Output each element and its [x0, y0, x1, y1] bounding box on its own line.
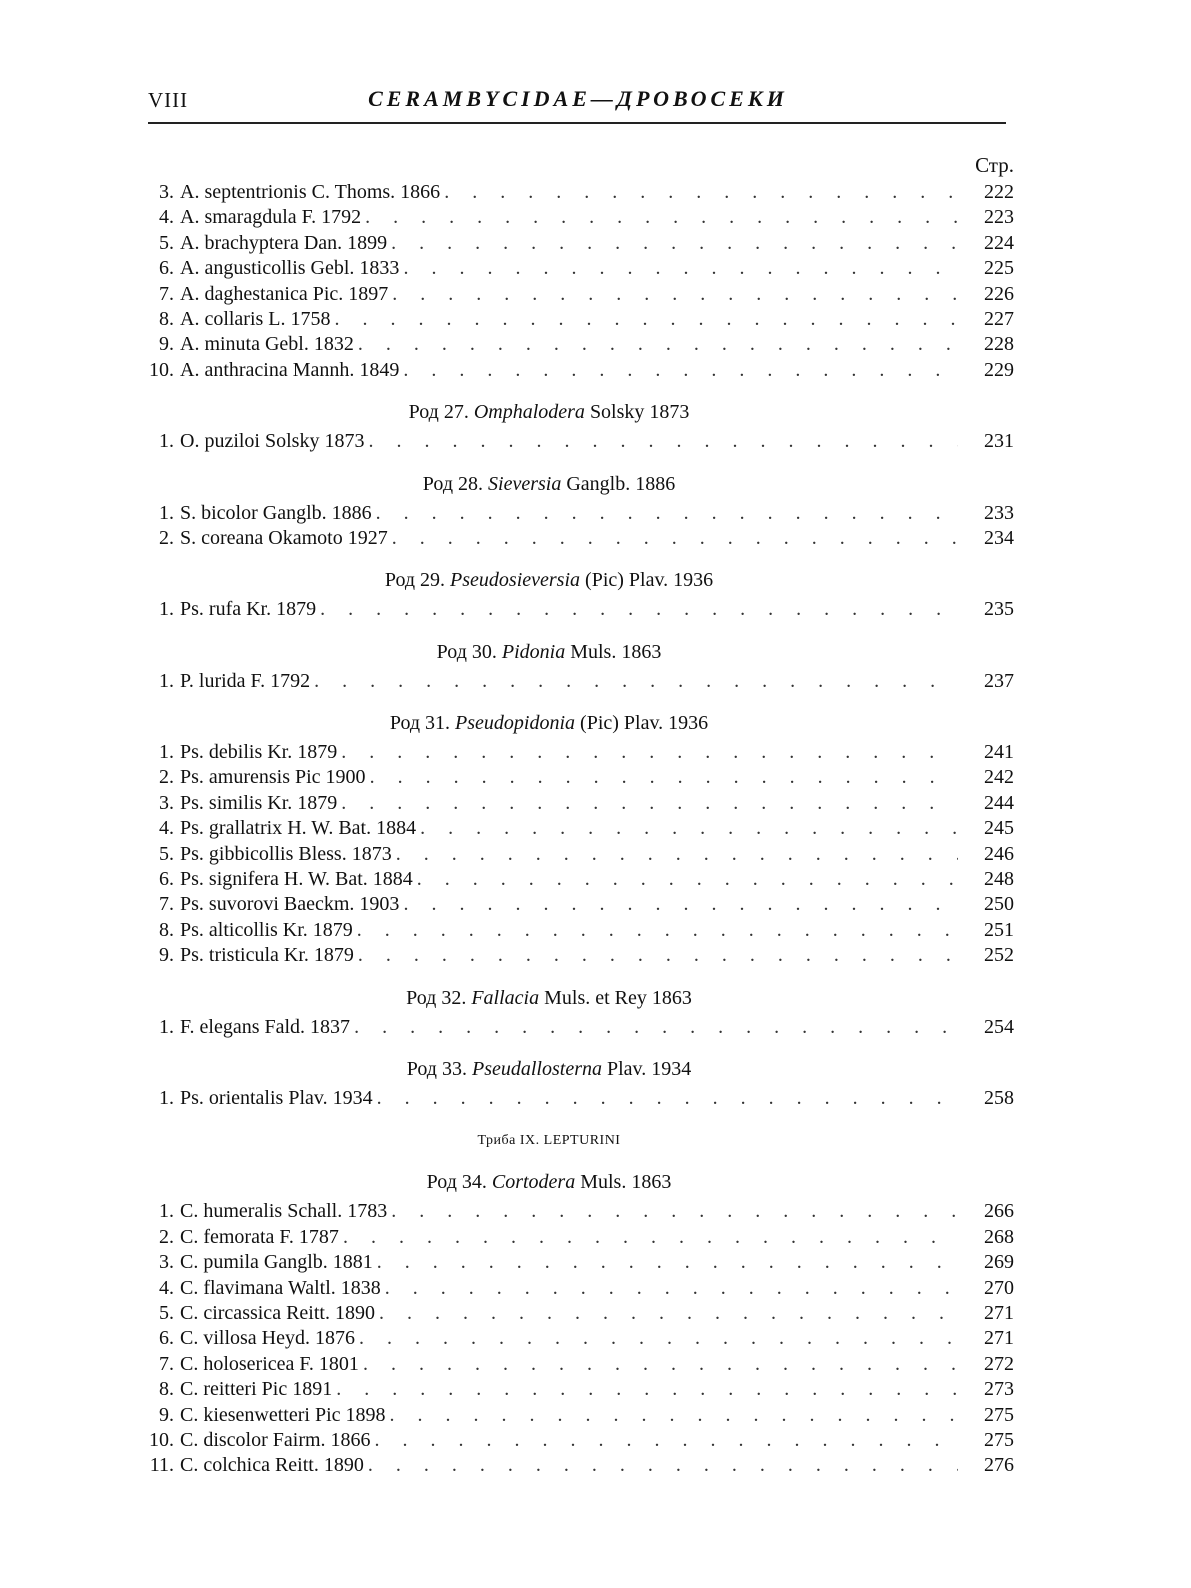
page-reference: 234 [984, 526, 1014, 549]
genus-name: Fallacia [471, 986, 540, 1009]
entry-number: 8. [159, 1378, 174, 1401]
entry-number: 3. [159, 791, 174, 814]
dot-leader [359, 1326, 958, 1351]
dot-leader [343, 1225, 958, 1250]
genus-heading [140, 639, 1018, 665]
genus-heading [140, 399, 1018, 425]
species-name: C. colchica Reitt. 1890 [180, 1454, 364, 1477]
genus-author: Muls. 1863 [580, 1171, 672, 1194]
entry-number: 7. [159, 282, 174, 305]
running-title: CERAMBYCIDAE—ДРОВОСЕКИ [368, 86, 788, 111]
toc-entry [140, 816, 1018, 841]
dot-leader [377, 1250, 958, 1275]
species-name: F. elegans Fald. 1837 [180, 1015, 351, 1038]
page-reference: 251 [984, 918, 1014, 941]
species-name: Ps. suvorovi Baeckm. 1903 [180, 893, 400, 916]
dot-leader [341, 740, 958, 765]
toc-entry [140, 1301, 1018, 1326]
toc-entry [140, 1403, 1018, 1428]
entry-number: 10. [149, 1428, 174, 1451]
page-reference: 241 [984, 741, 1014, 764]
dot-leader [363, 1352, 958, 1377]
toc-entry [140, 1453, 1018, 1478]
dot-leader [357, 918, 958, 943]
genus-heading [140, 1056, 1018, 1082]
toc-entry [140, 1352, 1018, 1377]
species-name: A. brachyptera Dan. 1899 [180, 231, 388, 254]
dot-leader [341, 791, 958, 816]
entry-number: 4. [159, 1276, 174, 1299]
page-reference: 270 [984, 1276, 1014, 1299]
genus-number: Род 28. [422, 472, 484, 495]
dot-leader [377, 1086, 958, 1111]
page-reference: 266 [984, 1200, 1014, 1223]
page-reference: 231 [984, 430, 1014, 453]
species-name: S. coreana Okamoto 1927 [180, 526, 388, 549]
species-name: C. reitteri Pic 1891 [180, 1378, 333, 1401]
page-reference: 222 [984, 181, 1014, 203]
species-name: C. villosa Heyd. 1876 [180, 1327, 355, 1350]
dot-leader [375, 1428, 958, 1453]
toc-entry [140, 256, 1018, 281]
toc-entry [140, 358, 1018, 383]
toc-entry [140, 597, 1018, 622]
species-name: A. minuta Gebl. 1832 [180, 333, 354, 356]
genus-author: Muls. et Rey 1863 [544, 986, 692, 1009]
species-name: Ps. grallatrix H. W. Bat. 1884 [180, 817, 417, 840]
page-column-header: Стр. [975, 153, 1014, 177]
entry-number: 3. [159, 1251, 174, 1274]
page-number: VIII [148, 88, 189, 112]
dot-leader [385, 1276, 958, 1301]
page-reference: 271 [984, 1301, 1014, 1324]
entry-number: 5. [159, 1301, 174, 1324]
genus-number: Род 33. [406, 1057, 467, 1080]
genus-author: Plav. 1934 [606, 1057, 692, 1080]
page-reference: 237 [984, 669, 1014, 692]
dot-leader [335, 307, 958, 332]
dot-leader [390, 1403, 958, 1428]
toc-entry [140, 231, 1018, 256]
dot-leader [314, 669, 958, 694]
genus-author: Muls. 1863 [570, 640, 662, 663]
genus-name: Pseudallosterna [471, 1057, 602, 1080]
page-reference: 246 [984, 842, 1014, 865]
page-reference: 272 [984, 1352, 1014, 1375]
dot-leader [403, 892, 958, 917]
tribe-heading: Триба IX. LEPTURINI [477, 1133, 621, 1149]
species-name: A. collaris L. 1758 [180, 307, 331, 330]
table-of-contents [140, 150, 1018, 1479]
species-name: C. flavimana Waltl. 1838 [180, 1276, 381, 1299]
dot-leader [379, 1301, 958, 1326]
species-name: Ps. signifera H. W. Bat. 1884 [180, 868, 413, 891]
dot-leader [320, 597, 958, 622]
species-name: Ps. alticollis Kr. 1879 [180, 918, 353, 941]
entry-number: 6. [159, 257, 174, 280]
page-reference: 228 [984, 333, 1014, 356]
species-name: A. daghestanica Pic. 1897 [180, 282, 389, 305]
genus-number: Род 29. [384, 569, 446, 592]
entry-number: 1. [159, 1200, 174, 1223]
page-reference: 227 [984, 307, 1014, 330]
toc-entry [140, 791, 1018, 816]
genus-name: Pidonia [501, 640, 566, 663]
page-reference: 269 [984, 1251, 1014, 1274]
genus-name: Pseudopidonia [455, 712, 576, 735]
entry-number: 3. [159, 181, 174, 203]
entry-number: 1. [159, 501, 174, 524]
species-name: C. femorata F. 1787 [180, 1225, 339, 1248]
page-reference: 245 [984, 817, 1014, 840]
genus-heading [140, 1169, 1018, 1195]
entry-number: 1. [159, 669, 174, 692]
page-reference: 254 [984, 1015, 1014, 1038]
dot-leader [444, 180, 958, 205]
entry-number: 9. [159, 333, 174, 356]
dot-leader [392, 526, 958, 551]
running-head [148, 86, 1008, 120]
entry-number: 9. [159, 1403, 174, 1426]
genus-name: Sieversia [488, 472, 562, 495]
dot-leader [336, 1377, 958, 1402]
page-reference: 252 [984, 944, 1014, 967]
species-name: Ps. gibbicollis Bless. 1873 [180, 842, 392, 865]
toc-entry [140, 1199, 1018, 1224]
page-reference: 268 [984, 1225, 1014, 1248]
genus-name: Pseudosieversia [450, 569, 581, 592]
genus-number: Род 32. [406, 986, 467, 1009]
dot-leader [358, 332, 958, 357]
page-reference: 226 [984, 282, 1014, 305]
dot-leader [368, 429, 958, 454]
dot-leader [358, 943, 958, 968]
toc-entry [140, 307, 1018, 332]
entry-number: 1. [159, 1086, 174, 1109]
toc-entry [140, 282, 1018, 307]
toc-entry [140, 1015, 1018, 1040]
entry-number: 5. [159, 231, 174, 254]
species-name: Ps. tristicula Kr. 1879 [180, 944, 354, 967]
page-reference: 225 [984, 257, 1014, 280]
toc-entry [140, 1326, 1018, 1351]
genus-author: Solsky 1873 [589, 401, 690, 424]
entry-number: 10. [149, 358, 174, 381]
toc-entry [140, 180, 1018, 205]
entry-number: 8. [159, 918, 174, 941]
page-reference: 233 [984, 501, 1014, 524]
genus-name: Cortodera [491, 1171, 576, 1194]
page-reference: 229 [984, 358, 1014, 381]
entry-number: 6. [159, 1327, 174, 1350]
header-rule [148, 122, 1006, 124]
entry-number: 9. [159, 944, 174, 967]
toc-entry [140, 501, 1018, 526]
toc-entry [140, 1225, 1018, 1250]
genus-author: (Pic) Plav. 1936 [585, 569, 714, 592]
toc-entry [140, 943, 1018, 968]
species-name: S. bicolor Ganglb. 1886 [180, 501, 372, 524]
species-name: Ps. rufa Kr. 1879 [180, 598, 317, 621]
species-name: Ps. similis Kr. 1879 [180, 791, 338, 814]
species-name: C. humeralis Schall. 1783 [180, 1200, 388, 1223]
toc-entry [140, 765, 1018, 790]
species-name: A. smaragdula F. 1792 [180, 206, 362, 229]
species-name: C. holosericea F. 1801 [180, 1352, 359, 1375]
genus-number: Род 27. [408, 401, 469, 424]
toc-entry [140, 1250, 1018, 1275]
genus-author: Ganglb. 1886 [566, 472, 676, 495]
dot-leader [391, 231, 958, 256]
page-reference: 276 [984, 1454, 1014, 1477]
species-name: A. angusticollis Gebl. 1833 [180, 257, 400, 280]
dot-leader [370, 765, 958, 790]
toc-entry [140, 669, 1018, 694]
entry-number: 2. [159, 766, 174, 789]
entry-number: 2. [159, 1225, 174, 1248]
species-name: A. septentrionis C. Thoms. 1866 [180, 181, 441, 203]
dot-leader [365, 205, 958, 230]
page-reference: 250 [984, 893, 1014, 916]
genus-number: Род 30. [436, 640, 497, 663]
page-reference: 275 [984, 1428, 1014, 1451]
page-reference: 275 [984, 1403, 1014, 1426]
species-name: C. circassica Reitt. 1890 [180, 1301, 375, 1324]
dot-leader [391, 1199, 958, 1224]
species-name: A. anthracina Mannh. 1849 [180, 358, 400, 381]
page-reference: 242 [984, 766, 1014, 789]
toc-entry [140, 205, 1018, 230]
entry-number: 11. [149, 1454, 174, 1477]
dot-leader [420, 816, 958, 841]
genus-author: (Pic) Plav. 1936 [580, 712, 709, 735]
dot-leader [403, 358, 958, 383]
page-reference: 244 [984, 791, 1014, 814]
entry-number: 2. [159, 526, 174, 549]
toc-entry [140, 867, 1018, 892]
page-reference: 273 [984, 1378, 1014, 1401]
page-reference: 235 [984, 598, 1014, 621]
toc-entry [140, 429, 1018, 454]
dot-leader [403, 256, 958, 281]
toc-entry [140, 892, 1018, 917]
entry-number: 7. [159, 893, 174, 916]
entry-number: 4. [159, 206, 174, 229]
entry-number: 1. [159, 430, 174, 453]
genus-heading [140, 471, 1018, 497]
species-name: Ps. amurensis Pic 1900 [180, 766, 366, 789]
entry-number: 5. [159, 842, 174, 865]
species-name: P. lurida F. 1792 [180, 669, 311, 692]
toc-entry [140, 1086, 1018, 1111]
toc-entry [140, 842, 1018, 867]
dot-leader [417, 867, 958, 892]
entry-number: 7. [159, 1352, 174, 1375]
entry-number: 4. [159, 817, 174, 840]
entry-number: 1. [159, 741, 174, 764]
species-name: C. kiesenwetteri Pic 1898 [180, 1403, 386, 1426]
page-reference: 271 [984, 1327, 1014, 1350]
genus-name: Omphalodera [473, 401, 585, 424]
toc-entry [140, 1276, 1018, 1301]
species-name: C. pumila Ganglb. 1881 [180, 1251, 373, 1274]
entry-number: 8. [159, 307, 174, 330]
species-name: Ps. orientalis Plav. 1934 [180, 1086, 373, 1109]
page-reference: 248 [984, 868, 1014, 891]
genus-number: Род 31. [389, 712, 451, 735]
entry-number: 1. [159, 1015, 174, 1038]
page-reference: 224 [984, 231, 1014, 254]
dot-leader [392, 282, 958, 307]
toc-entry [140, 740, 1018, 765]
toc-entry [140, 332, 1018, 357]
dot-leader [396, 842, 958, 867]
entry-number: 6. [159, 868, 174, 891]
genus-number: Род 34. [426, 1171, 487, 1194]
toc-entry [140, 918, 1018, 943]
toc-entry [140, 526, 1018, 551]
dot-leader [376, 501, 958, 526]
genus-heading [140, 710, 1018, 736]
genus-heading [140, 985, 1018, 1011]
species-name: C. discolor Fairm. 1866 [180, 1428, 371, 1451]
species-name: O. puziloi Solsky 1873 [180, 430, 365, 453]
species-name: Ps. debilis Kr. 1879 [180, 741, 338, 764]
page-reference: 258 [984, 1086, 1014, 1109]
toc-entry [140, 1428, 1018, 1453]
page-reference: 223 [984, 206, 1014, 229]
entry-number: 1. [159, 598, 174, 621]
dot-leader [354, 1015, 958, 1040]
genus-heading [140, 567, 1018, 593]
toc-entry [140, 1377, 1018, 1402]
dot-leader [368, 1453, 958, 1478]
